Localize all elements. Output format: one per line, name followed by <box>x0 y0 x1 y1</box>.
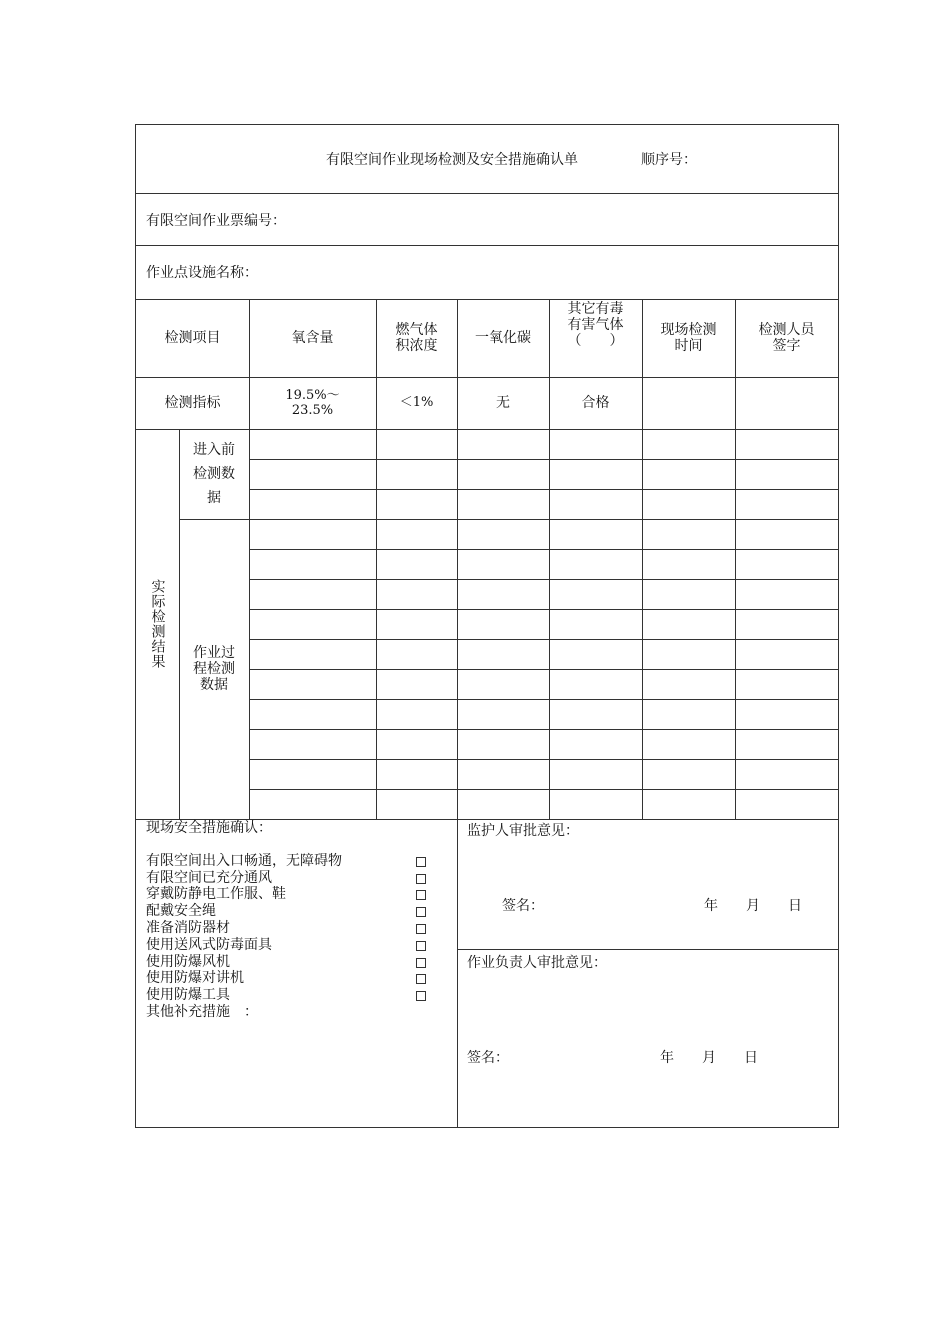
safety-item: 配戴安全绳 <box>146 903 216 919</box>
safety-item: 使用防爆对讲机 <box>146 970 244 986</box>
safety-item: 使用防爆风机 <box>146 954 230 970</box>
safety-checkbox[interactable] <box>416 958 426 968</box>
divider <box>136 245 838 246</box>
guardian-day-label: 日 <box>788 898 802 914</box>
supervisor-day-label: 日 <box>744 1050 758 1066</box>
safety-measures-title: 现场安全措施确认： <box>146 820 272 836</box>
header-carbon-monoxide: 一氧化碳 <box>475 330 531 346</box>
permit-number-label: 有限空间作业票编号： <box>146 213 286 229</box>
safety-item: 使用防爆工具 <box>146 987 230 1003</box>
header-gas-concentration: 燃气体 积浓度 <box>395 322 438 354</box>
safety-item: 使用送风式防毒面具 <box>146 937 272 953</box>
supervisor-year-label: 年 <box>660 1050 674 1066</box>
safety-checkbox[interactable] <box>416 941 426 951</box>
safety-checkbox[interactable] <box>416 857 426 867</box>
supervisor-month-label: 月 <box>702 1050 716 1066</box>
safety-checkbox[interactable] <box>416 974 426 984</box>
header-detection-item: 检测项目 <box>164 330 221 346</box>
guardian-sign-label: 签名： <box>502 898 544 914</box>
sequence-number-label: 顺序号： <box>641 152 697 168</box>
confirmation-form <box>135 124 839 1128</box>
guardian-month-label: 月 <box>746 898 760 914</box>
header-other-toxic-gas: 其它有毒 有害气体 （ ） <box>567 301 624 349</box>
divider <box>136 193 838 194</box>
form-title: 有限空间作业现场检测及安全措施确认单 <box>326 152 578 168</box>
safety-checkbox[interactable] <box>416 924 426 934</box>
safety-checkbox[interactable] <box>416 907 426 917</box>
before-entry-label: 进入前 检测数 据 <box>193 442 235 506</box>
permit-number-field[interactable] <box>316 199 831 239</box>
safety-item: 准备消防器材 <box>146 920 230 936</box>
site-name-label: 作业点设施名称： <box>146 265 258 281</box>
header-inspector-signature: 检测人员 签字 <box>758 322 815 354</box>
other-measures-label: 其他补充措施 ： <box>146 1004 258 1020</box>
indicator-gas-limit: ＜1% <box>399 395 434 410</box>
safety-item: 有限空间已充分通风 <box>146 870 272 886</box>
divider <box>457 949 838 950</box>
indicator-carbon-monoxide: 无 <box>496 395 510 411</box>
during-work-label: 作业过 程检测 数据 <box>193 645 235 693</box>
indicator-row-label: 检测指标 <box>164 395 221 411</box>
safety-item: 有限空间出入口畅通，无障碍物 <box>146 853 342 869</box>
actual-results-label: 实际检测结果 <box>149 579 166 669</box>
guardian-year-label: 年 <box>704 898 718 914</box>
header-oxygen-content: 氧含量 <box>291 330 334 346</box>
safety-checkbox[interactable] <box>416 890 426 900</box>
guardian-approval-title: 监护人审批意见： <box>467 823 579 839</box>
supervisor-approval-title: 作业负责人审批意见： <box>467 955 607 971</box>
safety-item: 穿戴防静电工作服、鞋 <box>146 886 286 902</box>
safety-checkbox[interactable] <box>416 991 426 1001</box>
site-name-field[interactable] <box>286 251 831 291</box>
indicator-oxygen-range: 19.5%～ 23.5% <box>285 388 340 418</box>
supervisor-sign-label: 签名： <box>467 1050 509 1066</box>
indicator-other-gas: 合格 <box>581 395 610 411</box>
safety-checkbox[interactable] <box>416 874 426 884</box>
header-detection-time: 现场检测 时间 <box>660 322 717 354</box>
